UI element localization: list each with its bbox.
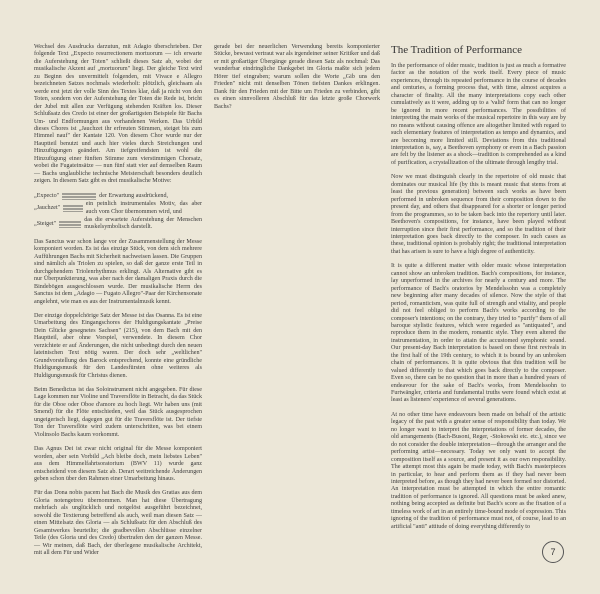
motif-label: „Expecto" xyxy=(34,192,60,199)
motif-label: „Steiget" xyxy=(34,220,57,227)
motif-text: ein peinlich instrumentales Motiv, das aber auch vom Chor übernommen wird, und xyxy=(85,201,202,215)
left-paragraph-5: Das Agnus Dei ist zwar nicht original für die Messe komponiert worden, aber sein Vorbild „Ach bleibe doch, mein liebstes Leben" aus dem Himmelfahrtsoratorium (BWV 11) wurde ganz entscheidend von diesem Satz ab. Derart weitreichende Änderungen geben schon über den Rahmen einer Umarbeitung hinaus. xyxy=(34,446,202,483)
motif-expecto xyxy=(34,193,202,200)
right-paragraph-4: At no other time have endeavours been made on behalf of the artistic legacy of the past with a greater sense of responsibility than today. We no longer want to interpret the interpretations of former decades, the old arrangements (Bach-Busoni, Reger, -Stokowski etc. etc.), since we do not consider the double interpretation—through the arranger and the performing artist—necessary. Today we only want to accept the composition itself as a source, and present it as our own responsibility. The attempt most this again be made today, with Bach's masterpieces in particular, to hear and perform them as if they had never been interpreted before, as though they had never been formed nor distorted. An interpretation must be attempted in which the entire romantic tradition of performance is ignored. All questions must be asked anew, nothing being accepted as definite but Bach's score as the fixation of a timeless work of art in an entirely time-bound mode of expression. This ignoring of the tradition of performance must not, of course, lead to an artificial "anti" attitude of doing everything differently to xyxy=(391,411,566,530)
motif-steiget xyxy=(34,217,202,232)
right-paragraph-1: In the performance of older music, tradition is just as much a formative factor as the notation of the work itself. Every piece of music experiences, through its repeated performance in the course of decades and centuries, a forming process that, with time, almost acquires a character of finality. All the many interpretations copy each other cumulatively as it were, adding up to a 'valid' form that can no longer be ignored in more recent performances. The possibilities of interpreting the main works of the musical repertoire in this way are by no means without causing offence are altogether limited with regard to such elementary features of interpretation as tempo and dynamics, and are becoming more limited still. Deviations from this traditional interpretation is, say, a Beethoven symphony or even in a Bach passion are felt by the listener as a shock—tradition is comprehended as a kind of purification, a crystallization of the ultimate through lengthy trial. xyxy=(391,63,566,166)
left-paragraph-4: Beim Benedictus ist das Soloinstrument nicht angegeben. Für diese Lage kommen nur Violine und Traversflöte in Betracht, da das Stück für die Oboe oder Oboe d'amore zu hoch liegt. Wir haben uns (mit Smend) für die Flöte entschieden, weil das Stück ausgesprochen ungeigerisch liegt, dagegen gut für die Traversflöte ist. Der tiefste Ton der Traversflöte wird zudem unterschritten, was bei einem Violinsolo Bachs kaum vorkommt. xyxy=(34,387,202,438)
left-paragraph-6: Für das Dona nobis pacem hat Bach die Musik des Gratias aus dem Gloria notengetreu übernommen. Man hat diese Übertragung mehrfach als unglücklich und notgelöst ausgeführt bezeichnet, sowohl die Textierung betreffend als auch, weil man diesen Satz — einen Mittelsatz des Gloria — als Schlußsatz für den Abschluß des Gesamtwerkes beurteilte; die gradbevollen Abschlüsse einzelner Teile (des Gloria und des Credo) übertrafen den der ganzen Messe. — Wir meinen, daß Bach, der überlegene musikalische Architekt, mit all dem Für und Wider xyxy=(34,490,202,557)
motif-label: „Jauchzet" xyxy=(34,204,61,211)
middle-column xyxy=(214,44,380,118)
motif-list xyxy=(34,193,202,232)
music-notation-icon xyxy=(63,205,83,212)
right-column xyxy=(391,44,566,538)
left-paragraph-1: Wechsel des Ausdrucks darzutun, mit Adagio überschrieben. Der folgende Text „Expecto resurrectionem mortuorum — ich erwarte die Auferstehung der Toten" schließt dieses Satz ab, wobei der musikalische Akzent auf „mortuorum" liegt. Der gleiche Text wird zu Beginn des unvermittelt folgenden, mit Vivace e Allegro bezeichneten Satzes nochmals wiederholt: plötzlich, gleichsam als werde erst jetzt der volle Sinn des Textes klar, daß ja nicht von den Toten, sondern von der Auferstehung der Toten die Rede ist, bricht der Jubel mit allen zur Verfügung stehenden Kräften los. Dieser Schlußsatz des Credo ist einer der großartigsten Beispiele für Bachs Um- und Endformungen aus vorhandenen Werken. Das Urbild dieses Chores ist „Jauchzet ihr erfreuten Stimmen, steiget bis zum Himmel nauf" der Kantate 120. Von diesem Chor wurde nur der Hauptteil benutzt und auch hier vieles durch Streichungen und Hinzufügungen geändert. Am tiefgreifendsten ist wohl die Hinzufügung einer fünften Stimme zum vierstimmigen Chorsatz, wobei die Fugateinsätze — nun fünf statt vier auf demselben Raum — Bachs unglaubliche technische Meisterschaft besonders deutlich zeigen. In diesem Satz gibt es drei musikalische Motive: xyxy=(34,44,202,185)
right-paragraph-2: Now we must distinguish clearly in the repertoire of old music that dominates our musical life (by this is meant music that stems from at least the previous generation) between such works as have been performed in unbroken sequence from their composition down to the present day, and others that disappeared for a shorter or longer period from the programmes, so to be taken back into the repertory until later. Beethoven's compositions, for instance, have been played without interruption since their first performance, and so the tradition of their interpretation goes back directly to the composer. In such cases as these, traditional opinion is probably right; the traditional interpretation that has arisen is sure to have a high degree of authenticity. xyxy=(391,174,566,255)
left-column xyxy=(34,44,202,565)
left-paragraph-2: Das Sanctus war schon lange vor der Zusammenstellung der Messe komponiert worden. Es ist das einzige Stück, von dem sich mehrere Aufführungen Bachs mit Sicherheit nachweisen lassen. Die Gruppen sind nämlich als Triolen zu spielen, so daß der ganze erste Teil in durchgehendem Triolenrhythmus erklingt. Als Alternative gibt es nur Überpunktierung, was aber nach der damaligen Praxis durch die Bindebögen ausgeschlossen wurde. Der musikalische Herrn des Sanctus ist dem „Adagio — Fugato Allegro"-Paar der Kirchensonate angelehnt, wie man es aus der Instrumentalmusik kennt. xyxy=(34,238,202,305)
music-notation-icon xyxy=(59,221,81,228)
motif-text: das die erwartete Auferstehung der Menschen muskelsymbolisch darstellt. xyxy=(84,216,202,231)
right-paragraph-3: It is quite a different matter with older music whose interpretation cannot show an unbroken tradition. Bach's compositions, for instance, lay unperformed in the archives for nearly a century and more. The performance of Bach's oratorios by Mendelssohn was a completely new beginning after many decades of silence. Now the style of that period, romanticism, was quite full of strength and vitality, and people did not feel obliged to perform Bach's works according to the composer's intentions; on the contrary, they tried to "purify" them of all baroque stylistic features, which were regarded as "antiquated", and reproduce them in the modern, romantic style. They even altered the instrumentation, in order to attain the accustomed symphonic sound. Our present-day Bach interpretation is based on these first revivals in the first half of the 19th century, to which it is bound by an unbroken chain of performances. It is quite obvious that this tradition will be valued differently to that which goes back directly to the composer. Even so, there can be no question that in more than a hundred years of endeavour for the sake of Bach's works, from Mendelssohn to Furtwängler, criteria and fundamental truths were found which exist at least as listeners' experience of several generations. xyxy=(391,263,566,404)
section-heading: The Tradition of Performance xyxy=(391,44,523,56)
page-number: 7 xyxy=(542,541,564,563)
middle-paragraph-1: gerade bei der neuerlichen Verwendung bereits komponierter Stücke, bewusst vertraut war als irgendeiner seiner Kritiker und daß er mit großartiger Übergänge gerade diesen Satz als nochmal: Das wunderbar eindringliche Dankgebet im Gloria maßte sich jedem Hörer tief eingraben; warum sollen die Worte „Gib uns den Frieden" nicht mit denselben Tönen tiefsten Dankes erklingen. Dank für den Frieden mit der Bitte um Frieden zu verbinden, gibt es einen sinnvolleren Abschluß für das letzte große Chorwerk Bachs? xyxy=(214,44,380,110)
left-paragraph-3: Der einzige doppelchörige Satz der Messe ist das Osanna. Es ist eine Umarbeitung des Eingangschores der Huldigungskantate „Preise Dein Glücke gesegnetes Sachsen" (215), von dem Bach mit den Hauptteil, aber ohne Vorspiel, verwendete. In diesem Chor verzichtete er auf Änderungen, die nicht unbedingt durch den neuen lateinischen Text nötig waren. Der doch sehr „weltlichen" Grundvorstellung des Barock entsprechend, konnte eine gründliche Huldigungsmusik für den Landesfürsten ohne weiteres als Huldigungsmusik für Christus dienen. xyxy=(34,312,202,379)
motif-text: der Erwartung ausdrückend, xyxy=(99,192,169,199)
music-notation-icon xyxy=(62,193,96,200)
motif-jauchzet xyxy=(34,201,202,216)
